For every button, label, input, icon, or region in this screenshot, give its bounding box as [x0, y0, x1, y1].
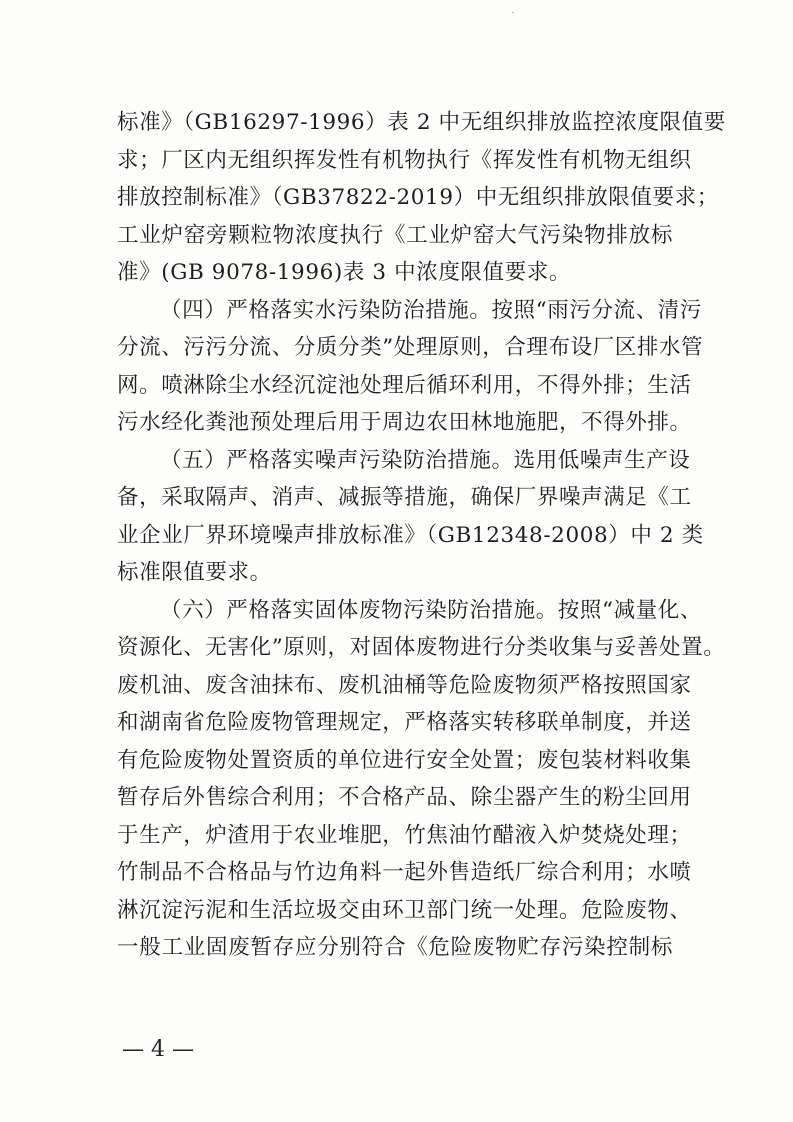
section-five-line-3: 业企业厂界环境噪声排放标准》（GB12348-2008）中 2 类	[117, 523, 704, 548]
section-four-line-2: 分流、污污分流、分质分类”处理原则，合理布设厂区排水管	[117, 335, 704, 360]
section-six-line-8: 竹制品不合格品与竹边角料一起外售造纸厂综合利用；水喷	[117, 860, 692, 885]
section-four-line-3: 网。喷淋除尘水经沉淀池处理后循环利用，不得外排；生活	[117, 373, 692, 398]
section-four-line-4: 污水经化粪池预处理后用于周边农田林地施肥，不得外排。	[117, 410, 692, 435]
section-five-line-4: 标准限值要求。	[117, 560, 272, 585]
body-line-5: 准》(GB 9078-1996)表 3 中浓度限值要求。	[117, 260, 571, 285]
section-six-line-3: 废机油、废含油抹布、废机油桶等危险废物须严格按照国家	[117, 673, 692, 698]
body-line-3: 排放控制标准》（GB37822-2019）中无组织排放限值要求；	[117, 185, 719, 210]
section-six-line-1: （六）严格落实固体废物污染防治措施。按照“减量化、	[160, 598, 702, 623]
section-six-line-6: 暂存后外售综合利用；不合格产品、除尘器产生的粉尘回用	[117, 785, 692, 810]
body-line-4: 工业炉窑旁颗粒物浓度执行《工业炉窑大气污染物排放标	[117, 223, 673, 248]
section-six-line-4: 和湖南省危险废物管理规定，严格落实转移联单制度，并送	[117, 710, 692, 735]
page-number: — 4 —	[122, 1037, 194, 1062]
section-five-line-1: （五）严格落实噪声污染防治措施。选用低噪声生产设	[160, 448, 691, 473]
scan-speck	[512, 12, 514, 13]
section-five-line-2: 备，采取隔声、消声、减振等措施，确保厂界噪声满足《工	[117, 485, 692, 510]
section-six-line-7: 于生产，炉渣用于农业堆肥，竹焦油竹醋液入炉焚烧处理；	[117, 823, 692, 848]
section-four-line-1: （四）严格落实水污染防治措施。按照“雨污分流、清污	[160, 298, 702, 323]
section-six-line-5: 有危险废物处置资质的单位进行安全处置；废包装材料收集	[117, 748, 692, 773]
section-six-line-10: 一般工业固废暂存应分别符合《危险废物贮存污染控制标	[117, 935, 673, 960]
body-line-1: 标准》（GB16297-1996）表 2 中无组织排放监控浓度限值要	[117, 110, 726, 135]
body-line-2: 求；厂区内无组织挥发性有机物执行《挥发性有机物无组织	[117, 148, 692, 173]
section-six-line-2: 资源化、无害化”原则，对固体废物进行分类收集与妥善处置。	[117, 635, 726, 660]
section-six-line-9: 淋沉淀污泥和生活垃圾交由环卫部门统一处理。危险废物、	[117, 898, 692, 923]
